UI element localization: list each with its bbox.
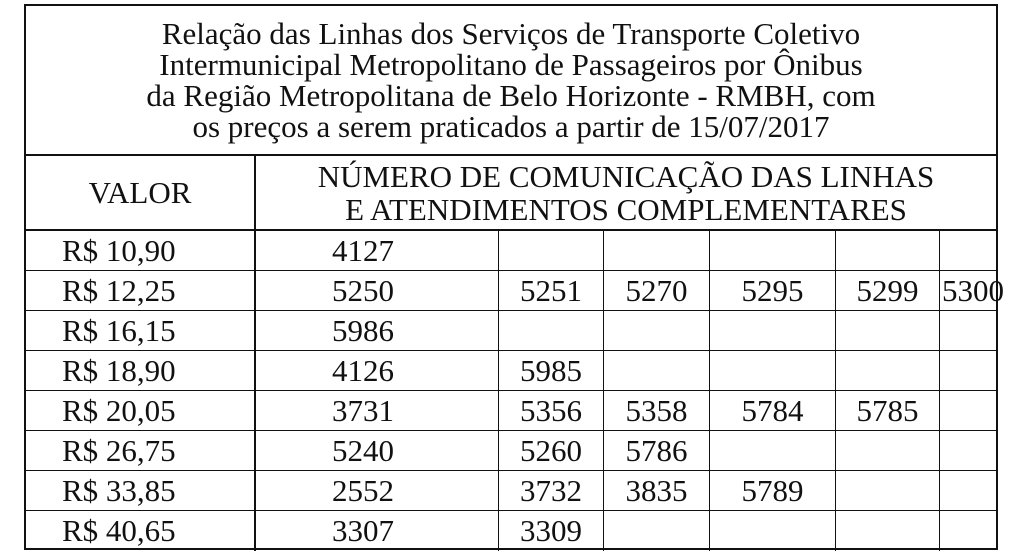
table-row: [26, 231, 996, 271]
column-header-valor: [26, 156, 256, 231]
line-number-cell: [940, 391, 996, 430]
table-row: [26, 391, 996, 431]
line-number-cell: 4127: [256, 231, 499, 270]
line-number-cell: 5251: [499, 271, 604, 310]
line-number-cell: [836, 231, 940, 270]
line-number-cell: [710, 431, 836, 470]
title-line-2: Intermunicipal Metropolitano de Passageiros por Ônibus: [159, 47, 863, 82]
price-cell: R$ 16,15: [26, 311, 256, 350]
line-number-cell: [836, 351, 940, 390]
price-cell: R$ 20,05: [26, 391, 256, 430]
line-number-cell: [940, 511, 996, 551]
line-number-cell: 3835: [604, 471, 710, 510]
line-number-cell: 5250: [256, 271, 499, 310]
line-number-cell: [499, 231, 604, 270]
column-header-numero: [256, 156, 996, 231]
line-number-cell: 5358: [604, 391, 710, 430]
line-number-cell: 3309: [499, 511, 604, 551]
line-number-cell: [940, 431, 996, 470]
line-number-cell: [604, 351, 710, 390]
price-cell: R$ 26,75: [26, 431, 256, 470]
price-cell: R$ 33,85: [26, 471, 256, 510]
table-row: [26, 471, 996, 511]
line-number-cell: 3307: [256, 511, 499, 551]
line-number-cell: [940, 471, 996, 510]
line-number-cell: [836, 471, 940, 510]
table-row: [26, 351, 996, 391]
table-row: [26, 511, 996, 551]
line-number-cell: [940, 311, 996, 350]
line-number-cell: 4126: [256, 351, 499, 390]
title-line-1: Relação das Linhas dos Serviços de Transporte Coletivo: [161, 16, 861, 51]
line-number-cell: 5789: [710, 471, 836, 510]
line-number-cell: 5784: [710, 391, 836, 430]
column-header-valor-label: VALOR: [88, 175, 192, 210]
line-number-cell: [710, 511, 836, 551]
line-number-cell: 5240: [256, 431, 499, 470]
line-number-cell: [836, 431, 940, 470]
line-number-cell: 5270: [604, 271, 710, 310]
line-number-cell: 3731: [256, 391, 499, 430]
line-number-cell: [836, 511, 940, 551]
line-number-cell: [710, 231, 836, 270]
line-number-cell: 3732: [499, 471, 604, 510]
table-row: [26, 271, 1004, 311]
price-cell: R$ 10,90: [26, 231, 256, 270]
line-number-cell: [940, 231, 996, 270]
table-row: [26, 431, 996, 471]
line-number-cell: 5785: [836, 391, 940, 430]
price-cell: R$ 12,25: [26, 271, 256, 310]
line-number-cell: 2552: [256, 471, 499, 510]
line-number-cell: 5356: [499, 391, 604, 430]
title-line-4: os preços a serem praticados a partir de 15/07/2017: [192, 109, 830, 144]
column-header-numero-line-1: NÚMERO DE COMUNICAÇÃO DAS LINHAS: [317, 158, 935, 194]
column-header-numero-line-2: E ATENDIMENTOS COMPLEMENTARES: [345, 191, 907, 227]
table-row: [26, 311, 996, 351]
price-cell: R$ 18,90: [26, 351, 256, 390]
line-number-cell: [836, 311, 940, 350]
line-number-cell: [710, 351, 836, 390]
line-number-cell: 5985: [499, 351, 604, 390]
line-number-cell: [604, 311, 710, 350]
line-number-cell: 5986: [256, 311, 499, 350]
line-number-cell: 5300: [942, 273, 1004, 308]
line-number-cell: [940, 351, 996, 390]
line-number-cell: [710, 311, 836, 350]
title-line-3: da Região Metropolitana de Belo Horizonte - RMBH, com: [146, 78, 876, 113]
line-number-cell: 5260: [499, 431, 604, 470]
line-number-cell: 5299: [836, 271, 940, 310]
line-number-cell: [499, 311, 604, 350]
fare-table-document: [24, 4, 1004, 550]
table-title: [26, 6, 996, 156]
price-cell: R$ 40,65: [26, 511, 256, 551]
line-number-cell: [604, 511, 710, 551]
line-number-cell: 5786: [604, 431, 710, 470]
line-number-cell: 5295: [710, 271, 836, 310]
line-number-cell: [604, 231, 710, 270]
